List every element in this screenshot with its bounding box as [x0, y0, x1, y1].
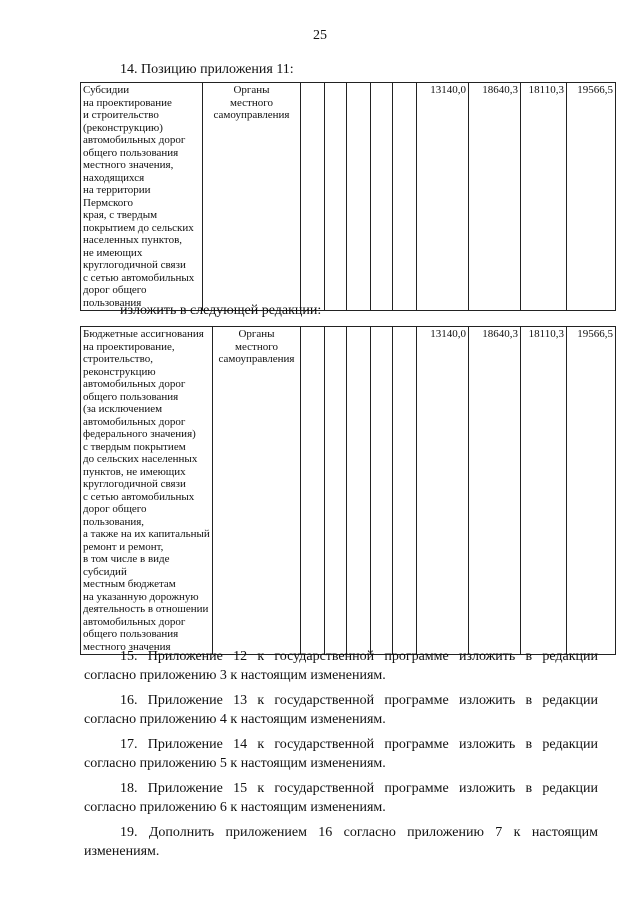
- value-cell: 18110,3: [521, 327, 567, 655]
- empty-cell: [301, 83, 325, 311]
- amendment-item: 18. Приложение 15 к государственной программе изложить в редакции согласно приложению 6 к настоящим изменениям.: [84, 781, 598, 815]
- intro-paragraph: 14. Позицию приложения 11:: [120, 62, 294, 77]
- empty-cell: [371, 327, 393, 655]
- executor-cell: Органы местного самоуправления: [203, 83, 301, 311]
- new-position-table: [80, 326, 616, 655]
- transition-paragraph: изложить в следующей редакции:: [120, 303, 322, 318]
- page-number: 25: [313, 28, 327, 43]
- empty-cell: [347, 327, 371, 655]
- value-cell: 13140,0: [417, 327, 469, 655]
- empty-cell: [371, 83, 393, 311]
- amendment-list: [84, 647, 598, 867]
- table-row: [81, 83, 616, 311]
- empty-cell: [325, 83, 347, 311]
- amendment-item: 15. Приложение 12 к государственной программе изложить в редакции согласно приложению 3 к настоящим изменениям.: [84, 649, 598, 683]
- amendment-item: 17. Приложение 14 к государственной программе изложить в редакции согласно приложению 5 к настоящим изменениям.: [84, 737, 598, 771]
- executor-cell: Органы местного самоуправления: [213, 327, 301, 655]
- empty-cell: [325, 327, 347, 655]
- empty-cell: [347, 83, 371, 311]
- amendment-item: 19. Дополнить приложением 16 согласно приложению 7 к настоящим изменениям.: [84, 825, 598, 859]
- value-cell: 19566,5: [567, 327, 616, 655]
- description-cell: Бюджетные ассигнования на проектирование, строительство, реконструкцию автомобильных дорог общего пользования (за исключением автомобильных дорог федерального значения) с твердым покрытием до сельских населенных пунктов, не имеющих круглогодичной связи с сетью автомобильных дорог общего пользования, а также на их капитальный ремонт и ремонт, в том числе в виде субсидий местным бюджетам на указанную дорожную деятельность в отношении автомобильных дорог общего пользования местного значения: [81, 327, 213, 655]
- empty-cell: [393, 83, 417, 311]
- value-cell: 18110,3: [521, 83, 567, 311]
- table-row: [81, 327, 616, 655]
- old-position-table: [80, 82, 616, 311]
- value-cell: 13140,0: [417, 83, 469, 311]
- empty-cell: [301, 327, 325, 655]
- value-cell: 18640,3: [469, 83, 521, 311]
- value-cell: 19566,5: [567, 83, 616, 311]
- value-cell: 18640,3: [469, 327, 521, 655]
- empty-cell: [393, 327, 417, 655]
- description-cell: Субсидии на проектирование и строительство (реконструкцию) автомобильных дорог общего пользования местного значения, находящихся на территории Пермского края, с твердым покрытием до сельских населенных пунктов, не имеющих круглогодичной связи с сетью автомобильных дорог общего пользования: [81, 83, 203, 311]
- amendment-item: 16. Приложение 13 к государственной программе изложить в редакции согласно приложению 4 к настоящим изменениям.: [84, 693, 598, 727]
